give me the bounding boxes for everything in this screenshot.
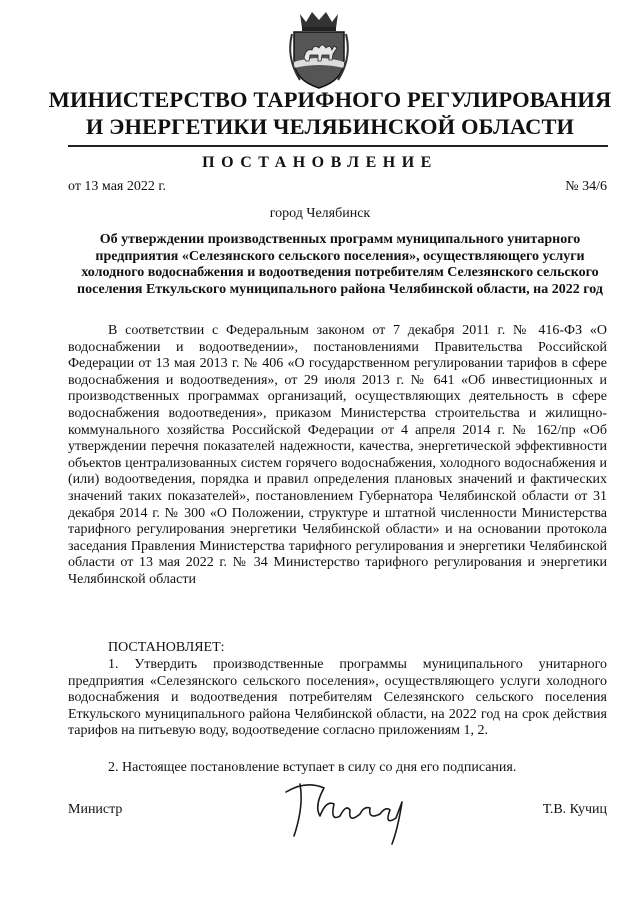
- document-number: № 34/6: [565, 179, 607, 194]
- signatory-position: Министр: [68, 802, 123, 817]
- resolution-item-1: 1. Утвердить производственные программы муниципального унитарного предприятия «Селезянского сельского поселения», осуществляющего услуги холодного водоснабжения и водоотведения потребителям Селезянского сельского поселения Еткульского муниципального района Челябинской области, на 2022 год на срок действия тарифов на питьевую воду, водоотведение согласно приложениям 1, 2.: [68, 657, 607, 739]
- signatory-name: Т.В. Кучиц: [542, 802, 607, 817]
- document-date: от 13 мая 2022 г.: [68, 179, 167, 194]
- document-type: ПОСТАНОВЛЕНИЕ: [202, 154, 438, 171]
- preamble-paragraph: В соответствии с Федеральным законом от 7 декабря 2011 г. № 416-ФЗ «О водоснабжении и водоотведении», постановлениями Правительства Российской Федерации от 13 мая 2013 г. № 406 «О государственном регулировании тарифов в сфере водоснабжения и водоотведения», от 29 июля 2013 г. № 641 «Об инвестиционных и производственных программах организаций, осуществляющих деятельность в сфере водоснабжения водоотведения», приказом Министерства строительства и жилищно-коммунального хозяйства Российской Федерации от 4 апреля 2014 г. № 162/пр «Об утверждении перечня показателей надежности, качества, энергетической эффективности объектов централизованных систем горячего водоснабжения, холодного водоснабжения и (или) водоотведения, порядка и правил определения плановых значений и фактических значений таких показателей», постановлением Губернатора Челябинской области от 31 декабря 2014 г. № 300 «О Положении, структуре и штатной численности Министерства тарифного регулирования энергетики Челябинской области» и на основании протокола заседания Правления Министерства тарифного регулирования и энергетики Челябинской области от 13 мая 2022 г. № 34 Министерство тарифного регулирования и энергетики Челябинской области: [68, 323, 607, 587]
- handwritten-signature: [280, 776, 420, 846]
- resolves-heading: ПОСТАНОВЛЯЕТ:: [108, 640, 225, 655]
- header-divider: [68, 145, 608, 147]
- document-city: город Челябинск: [269, 206, 371, 221]
- ministry-name: [40, 86, 620, 140]
- ministry-name-line1: МИНИСТЕРСТВО ТАРИФНОГО РЕГУЛИРОВАНИЯ: [48, 87, 612, 112]
- resolution-item-2: 2. Настоящее постановление вступает в силу со дня его подписания.: [108, 760, 517, 775]
- ministry-name-line2: И ЭНЕРГЕТИКИ ЧЕЛЯБИНСКОЙ ОБЛАСТИ: [85, 114, 575, 139]
- document-title: Об утверждении производственных программ муниципального унитарного предприятия «Селезянского сельского поселения», осуществляющего услуги холодного водоснабжения и водоотведения потребителям Селезянского сельского поселения Еткульского муниципального района Челябинской области, на 2022 год: [77, 232, 603, 297]
- document-preamble: [68, 323, 607, 589]
- coat-of-arms-emblem: [286, 8, 352, 90]
